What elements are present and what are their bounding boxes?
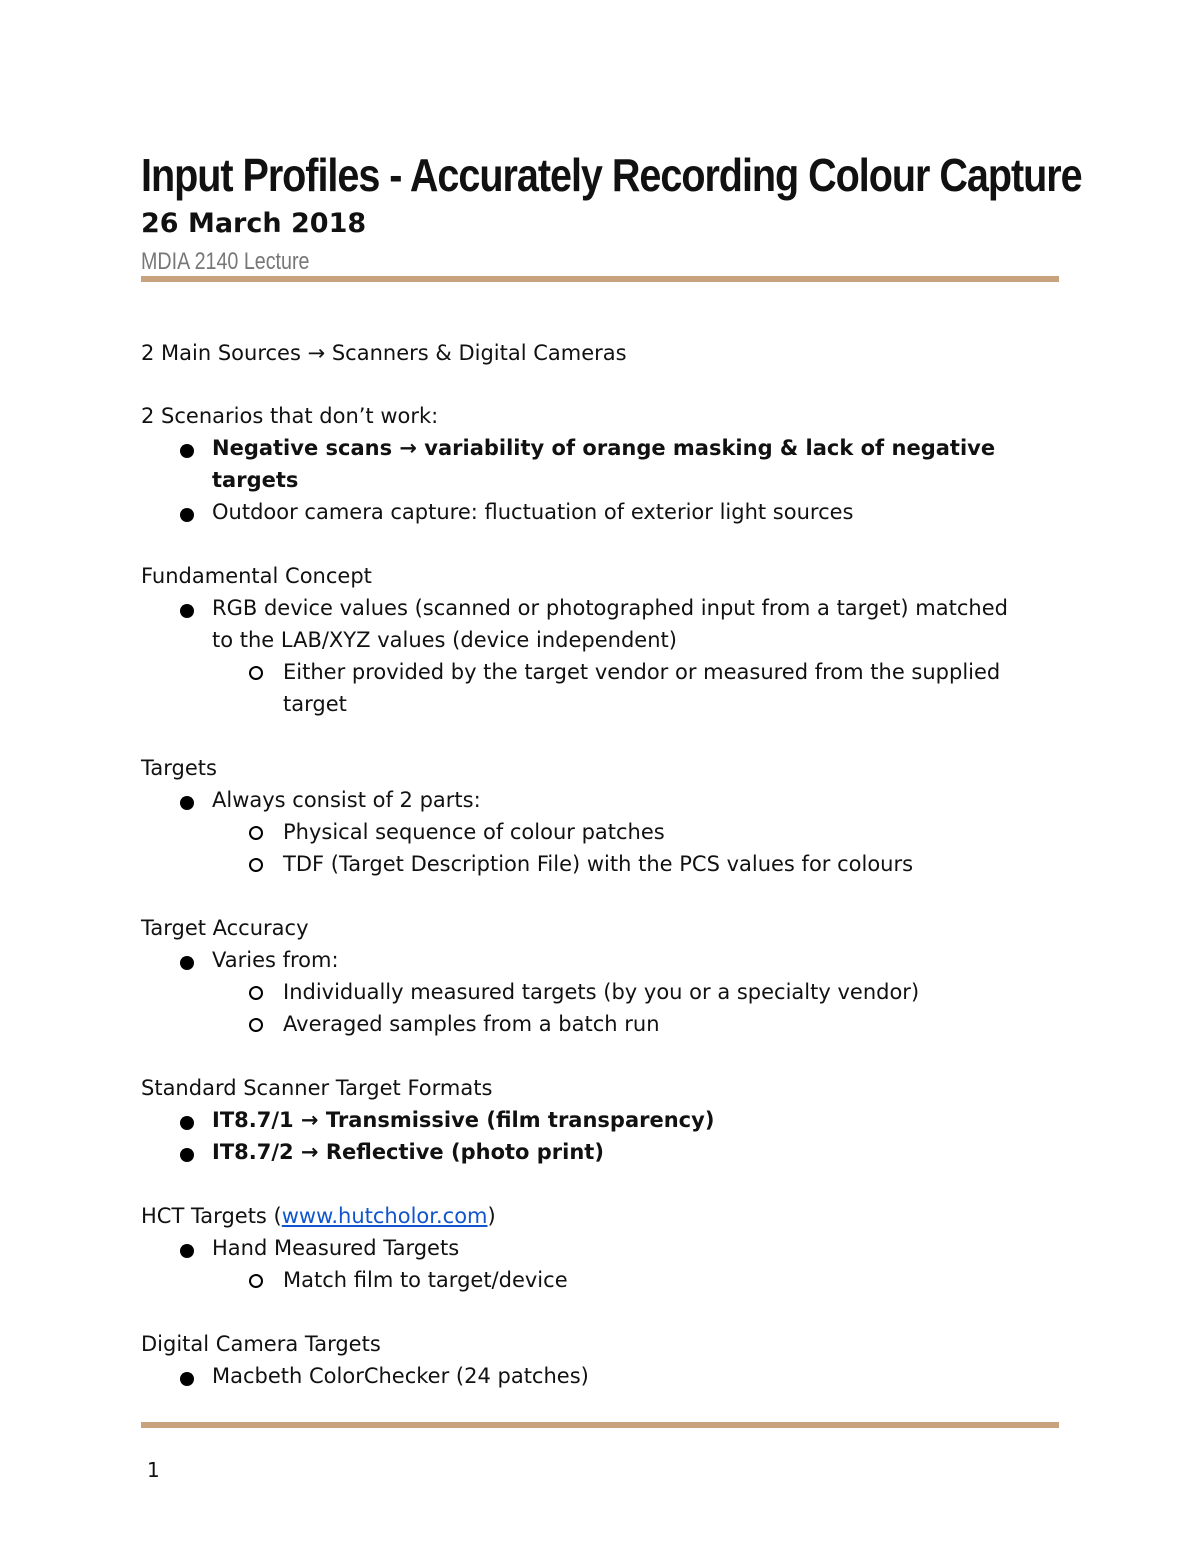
formats-heading: Standard Scanner Target Formats	[141, 1076, 493, 1100]
scenario-1-line-1: Negative scans → variability of orange masking & lack of negative	[212, 436, 996, 460]
list-item	[141, 1104, 1061, 1136]
fundamental-item-line-2: to the LAB/XYZ values (device independent)	[212, 628, 677, 652]
fundamental-item-line-1: RGB device values (scanned or photographed input from a target) matched	[212, 596, 1008, 620]
targets-sub-1: Physical sequence of colour patches	[283, 820, 665, 844]
fundamental-heading: Fundamental Concept	[141, 564, 372, 588]
page-number: 1	[147, 1458, 160, 1482]
lecture-date: 26 March 2018	[141, 208, 367, 239]
sub-list-item	[141, 976, 1061, 1008]
camera-item: Macbeth ColorChecker (24 patches)	[212, 1364, 589, 1388]
hct-sub: Match film to target/device	[283, 1268, 568, 1292]
accuracy-item: Varies from:	[212, 948, 339, 972]
hct-heading-suffix: )	[487, 1204, 496, 1228]
camera-heading: Digital Camera Targets	[141, 1332, 381, 1356]
list-item	[141, 1136, 1061, 1168]
format-it8-7-2: IT8.7/2 → Reflective (photo print)	[212, 1140, 604, 1164]
page-title: Input Profiles - Accurately Recording Colour Capture	[141, 149, 1082, 201]
targets-sub-2: TDF (Target Description File) with the PCS values for colours	[283, 852, 914, 876]
hct-heading-prefix: HCT Targets (	[141, 1204, 282, 1228]
accuracy-sub-2: Averaged samples from a batch run	[283, 1012, 660, 1036]
hct-heading	[141, 1200, 1061, 1232]
sub-list-item	[141, 656, 1061, 720]
sub-list-item	[141, 816, 1061, 848]
list-item	[141, 1232, 1061, 1264]
scenario-1-line-2: targets	[212, 468, 299, 492]
list-item	[141, 784, 1061, 816]
format-it8-7-1: IT8.7/1 → Transmissive (film transparency)	[212, 1108, 715, 1132]
header-divider	[141, 276, 1059, 282]
list-item	[141, 944, 1061, 976]
fundamental-sub-line-1: Either provided by the target vendor or measured from the supplied	[283, 660, 1001, 684]
document-body	[141, 337, 1061, 1392]
fundamental-sub-line-2: target	[283, 692, 347, 716]
hutcholor-link[interactable]: www.hutcholor.com	[281, 1204, 488, 1228]
list-item	[141, 592, 1061, 656]
hct-item: Hand Measured Targets	[212, 1236, 460, 1260]
sub-list-item	[141, 848, 1061, 880]
list-item	[141, 1360, 1061, 1392]
scenario-2: Outdoor camera capture: fluctuation of exterior light sources	[212, 500, 854, 524]
list-item	[141, 432, 1061, 496]
footer-divider	[141, 1422, 1059, 1428]
main-sources-line: 2 Main Sources → Scanners & Digital Cameras	[141, 341, 627, 365]
accuracy-heading: Target Accuracy	[141, 916, 309, 940]
sub-list-item	[141, 1008, 1061, 1040]
sub-list-item	[141, 1264, 1061, 1296]
targets-item: Always consist of 2 parts:	[212, 788, 481, 812]
targets-heading: Targets	[141, 756, 217, 780]
accuracy-sub-1: Individually measured targets (by you or a specialty vendor)	[283, 980, 920, 1004]
list-item	[141, 496, 1061, 528]
scenarios-heading: 2 Scenarios that don’t work:	[141, 404, 439, 428]
course-subtitle: MDIA 2140 Lecture	[141, 248, 310, 275]
